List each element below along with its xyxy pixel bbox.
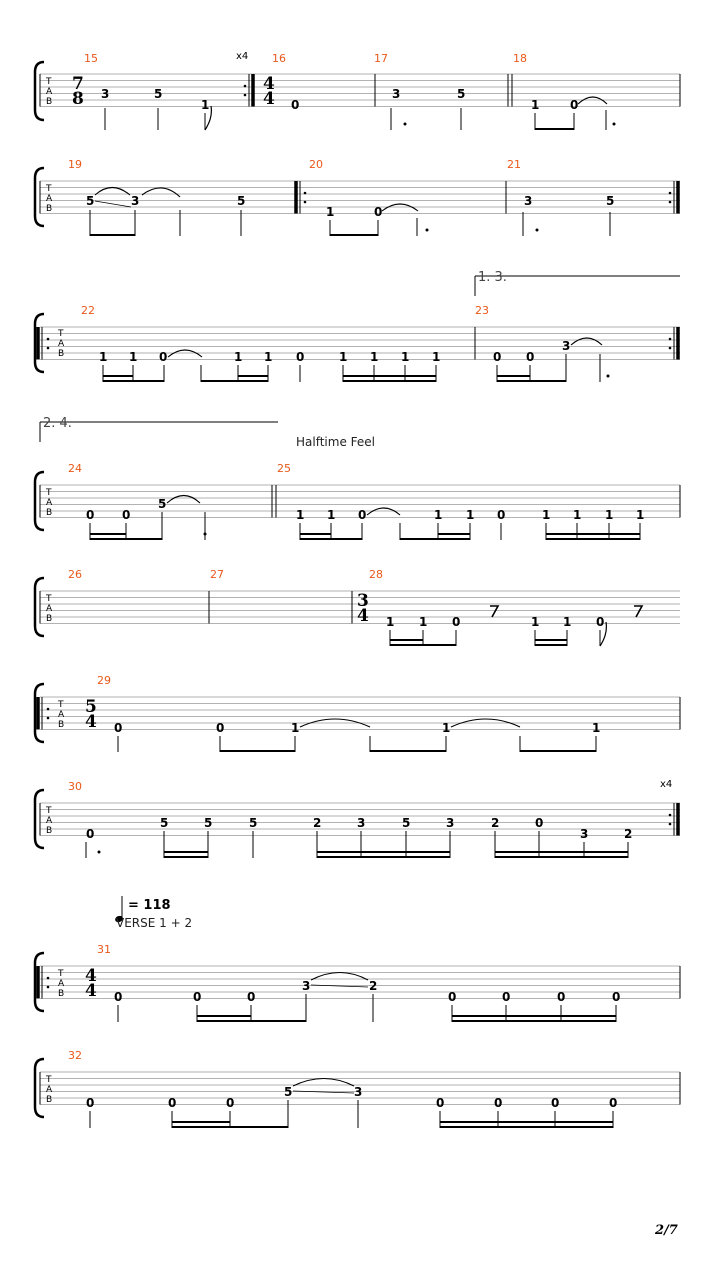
time-signature-bottom: 4 bbox=[85, 712, 97, 732]
fret-number: 5 bbox=[160, 816, 169, 830]
time-signature-bottom: 8 bbox=[72, 89, 84, 109]
fret-number: 3 bbox=[446, 816, 455, 830]
tab-clef-a: A bbox=[46, 194, 53, 204]
measure-number: 27 bbox=[210, 568, 224, 581]
tab-clef-t: T bbox=[46, 488, 52, 498]
fret-number: 0 bbox=[596, 615, 605, 629]
tab-clef-b: B bbox=[46, 508, 53, 518]
fret-number: 0 bbox=[226, 1096, 235, 1110]
tab-clef-b: B bbox=[58, 989, 65, 999]
fret-number: 0 bbox=[526, 350, 535, 364]
fret-number: 3 bbox=[302, 979, 311, 993]
system-6 bbox=[35, 674, 680, 752]
time-signature-bottom: 4 bbox=[357, 606, 369, 626]
fret-number: 5 bbox=[237, 194, 246, 208]
fret-number: 5 bbox=[606, 194, 615, 208]
fret-number: 5 bbox=[154, 87, 163, 101]
system-8 bbox=[35, 943, 680, 1022]
measure-number: 23 bbox=[475, 304, 489, 317]
fret-number: 5 bbox=[249, 816, 258, 830]
fret-number: 1 bbox=[401, 350, 410, 364]
fret-number: 0 bbox=[493, 350, 502, 364]
measure-number: 19 bbox=[68, 158, 82, 171]
time-signature-top: 4 bbox=[85, 966, 97, 986]
fret-number: 1 bbox=[466, 508, 475, 522]
eighth-rest bbox=[490, 606, 498, 617]
fret-number: 0 bbox=[193, 990, 202, 1004]
time-signature-bottom: 4 bbox=[85, 981, 97, 1001]
tab-clef-b: B bbox=[58, 720, 65, 730]
fret-number: 0 bbox=[436, 1096, 445, 1110]
measure-number: 18 bbox=[513, 52, 527, 65]
system-1 bbox=[35, 51, 680, 130]
fret-number: 1 bbox=[99, 350, 108, 364]
tab-clef-a: A bbox=[46, 87, 53, 97]
measure-number: 17 bbox=[374, 52, 388, 65]
fret-number: 0 bbox=[358, 508, 367, 522]
fret-number: 3 bbox=[131, 194, 140, 208]
fret-number: 3 bbox=[354, 1085, 363, 1099]
fret-number: 0 bbox=[114, 990, 123, 1004]
fret-number: 0 bbox=[557, 990, 566, 1004]
fret-number: 0 bbox=[452, 615, 461, 629]
staff-lines bbox=[40, 966, 680, 999]
fret-number: 0 bbox=[168, 1096, 177, 1110]
tab-clef-a: A bbox=[46, 816, 53, 826]
fret-number: 3 bbox=[101, 87, 110, 101]
fret-number: 1 bbox=[432, 350, 441, 364]
halftime-feel-label: Halftime Feel bbox=[296, 435, 375, 449]
fret-number: 0 bbox=[570, 98, 579, 112]
fret-number: 0 bbox=[494, 1096, 503, 1110]
fret-number: 1 bbox=[542, 508, 551, 522]
fret-number: 1 bbox=[563, 615, 572, 629]
measure-30-notes bbox=[86, 816, 632, 841]
fret-number: 0 bbox=[86, 1096, 95, 1110]
fret-number: 2 bbox=[369, 979, 378, 993]
tab-clef-b: B bbox=[58, 349, 65, 359]
tempo-marking bbox=[114, 896, 192, 930]
fret-number: 5 bbox=[402, 816, 411, 830]
fret-number: 1 bbox=[573, 508, 582, 522]
measure-number: 30 bbox=[68, 780, 82, 793]
tab-clef-b: B bbox=[46, 614, 53, 624]
note-stems bbox=[105, 108, 205, 130]
time-signature-top: 5 bbox=[85, 697, 97, 717]
fret-number: 0 bbox=[374, 205, 383, 219]
fret-number: 1 bbox=[296, 508, 305, 522]
fret-number: 1 bbox=[442, 721, 451, 735]
fret-number: 3 bbox=[562, 339, 571, 353]
fret-number: 0 bbox=[448, 990, 457, 1004]
repeat-count: x4 bbox=[660, 779, 673, 790]
fret-number: 1 bbox=[434, 508, 443, 522]
measure-25-notes bbox=[296, 508, 644, 522]
fret-number: 0 bbox=[535, 816, 544, 830]
measure-number: 15 bbox=[84, 52, 98, 65]
measure-number: 31 bbox=[97, 943, 111, 956]
fret-number: 0 bbox=[612, 990, 621, 1004]
fret-number: 0 bbox=[122, 508, 131, 522]
fret-number: 1 bbox=[339, 350, 348, 364]
fret-number: 1 bbox=[531, 98, 540, 112]
fret-number: 2 bbox=[313, 816, 322, 830]
page-number: 2/7 bbox=[655, 1223, 678, 1238]
system-5 bbox=[35, 568, 680, 646]
tab-clef-b: B bbox=[46, 97, 53, 107]
tab-clef-a: A bbox=[46, 1085, 53, 1095]
fret-number: 1 bbox=[264, 350, 273, 364]
fret-number: 1 bbox=[327, 508, 336, 522]
fret-number: 5 bbox=[284, 1085, 293, 1099]
system-4 bbox=[35, 416, 680, 540]
section-label: VERSE 1 + 2 bbox=[116, 916, 193, 930]
staff-lines bbox=[40, 74, 680, 107]
fret-number: 3 bbox=[580, 827, 589, 841]
fret-number: 0 bbox=[216, 721, 225, 735]
measure-number: 28 bbox=[369, 568, 383, 581]
fret-number: 5 bbox=[457, 87, 466, 101]
tab-clef-b: B bbox=[46, 1095, 53, 1105]
time-signature-top: 7 bbox=[72, 74, 84, 94]
measure-31-notes bbox=[114, 979, 620, 1004]
measure-32-notes bbox=[86, 1085, 617, 1110]
fret-number: 1 bbox=[291, 721, 300, 735]
time-signature-top: 3 bbox=[357, 591, 369, 611]
tab-clef-a: A bbox=[58, 979, 65, 989]
eighth-rest bbox=[634, 606, 642, 617]
tab-clef-t: T bbox=[46, 184, 52, 194]
fret-number: 0 bbox=[114, 721, 123, 735]
fret-number: 2 bbox=[491, 816, 500, 830]
tab-clef-a: A bbox=[58, 339, 65, 349]
fret-number: 0 bbox=[296, 350, 305, 364]
volta-label: 1. 3. bbox=[478, 270, 507, 285]
tempo-value: = 118 bbox=[128, 898, 171, 913]
tab-clef-b: B bbox=[46, 826, 53, 836]
fret-number: 1 bbox=[636, 508, 645, 522]
time-signature-top: 4 bbox=[263, 74, 275, 94]
measure-number: 16 bbox=[272, 52, 286, 65]
tab-clef-t: T bbox=[46, 594, 52, 604]
fret-number: 0 bbox=[86, 508, 95, 522]
fret-number: 3 bbox=[392, 87, 401, 101]
fret-number: 3 bbox=[357, 816, 366, 830]
slide bbox=[95, 201, 131, 207]
system-9 bbox=[35, 1049, 680, 1128]
measure-number: 26 bbox=[68, 568, 82, 581]
fret-number: 5 bbox=[86, 194, 95, 208]
tab-clef-a: A bbox=[46, 604, 53, 614]
tab-clef-t: T bbox=[46, 1075, 52, 1085]
measure-number: 25 bbox=[277, 462, 291, 475]
volta-label: 2. 4. bbox=[43, 416, 72, 431]
fret-number: 1 bbox=[370, 350, 379, 364]
measure-number: 21 bbox=[507, 158, 521, 171]
fret-number: 1 bbox=[129, 350, 138, 364]
measure-number: 22 bbox=[81, 304, 95, 317]
measure-number: 20 bbox=[309, 158, 323, 171]
tab-clef-t: T bbox=[58, 969, 64, 979]
time-signature-bottom: 4 bbox=[263, 89, 275, 109]
fret-number: 1 bbox=[531, 615, 540, 629]
tab-clef-a: A bbox=[58, 710, 65, 720]
fret-number: 1 bbox=[605, 508, 614, 522]
repeat-count: x4 bbox=[236, 51, 249, 62]
staff-lines bbox=[40, 697, 680, 730]
tie bbox=[578, 97, 607, 104]
measure-number: 32 bbox=[68, 1049, 82, 1062]
fret-number: 0 bbox=[159, 350, 168, 364]
fret-number: 3 bbox=[524, 194, 533, 208]
tab-clef-t: T bbox=[46, 77, 52, 87]
fret-number: 0 bbox=[497, 508, 506, 522]
tab-clef-b: B bbox=[46, 204, 53, 214]
tab-clef-t: T bbox=[58, 700, 64, 710]
measure-22-notes bbox=[99, 350, 440, 364]
measure-number: 29 bbox=[97, 674, 111, 687]
fret-number: 5 bbox=[204, 816, 213, 830]
fret-number: 0 bbox=[609, 1096, 618, 1110]
system-2 bbox=[35, 158, 680, 236]
system-3 bbox=[35, 270, 680, 382]
fret-number: 0 bbox=[551, 1096, 560, 1110]
fret-number: 1 bbox=[386, 615, 395, 629]
fret-number: 1 bbox=[326, 205, 335, 219]
fret-number: 0 bbox=[502, 990, 511, 1004]
fret-number: 0 bbox=[86, 827, 95, 841]
system-7 bbox=[35, 779, 680, 858]
tab-clef-t: T bbox=[46, 806, 52, 816]
measure-number: 24 bbox=[68, 462, 82, 475]
tab-clef-t: T bbox=[58, 329, 64, 339]
fret-number: 0 bbox=[247, 990, 256, 1004]
fret-number: 5 bbox=[158, 497, 167, 511]
fret-number: 2 bbox=[624, 827, 633, 841]
fret-number: 1 bbox=[201, 98, 210, 112]
tab-clef-a: A bbox=[46, 498, 53, 508]
fret-number: 1 bbox=[419, 615, 428, 629]
fret-number: 1 bbox=[592, 721, 601, 735]
fret-number: 0 bbox=[291, 98, 300, 112]
fret-number: 1 bbox=[234, 350, 243, 364]
